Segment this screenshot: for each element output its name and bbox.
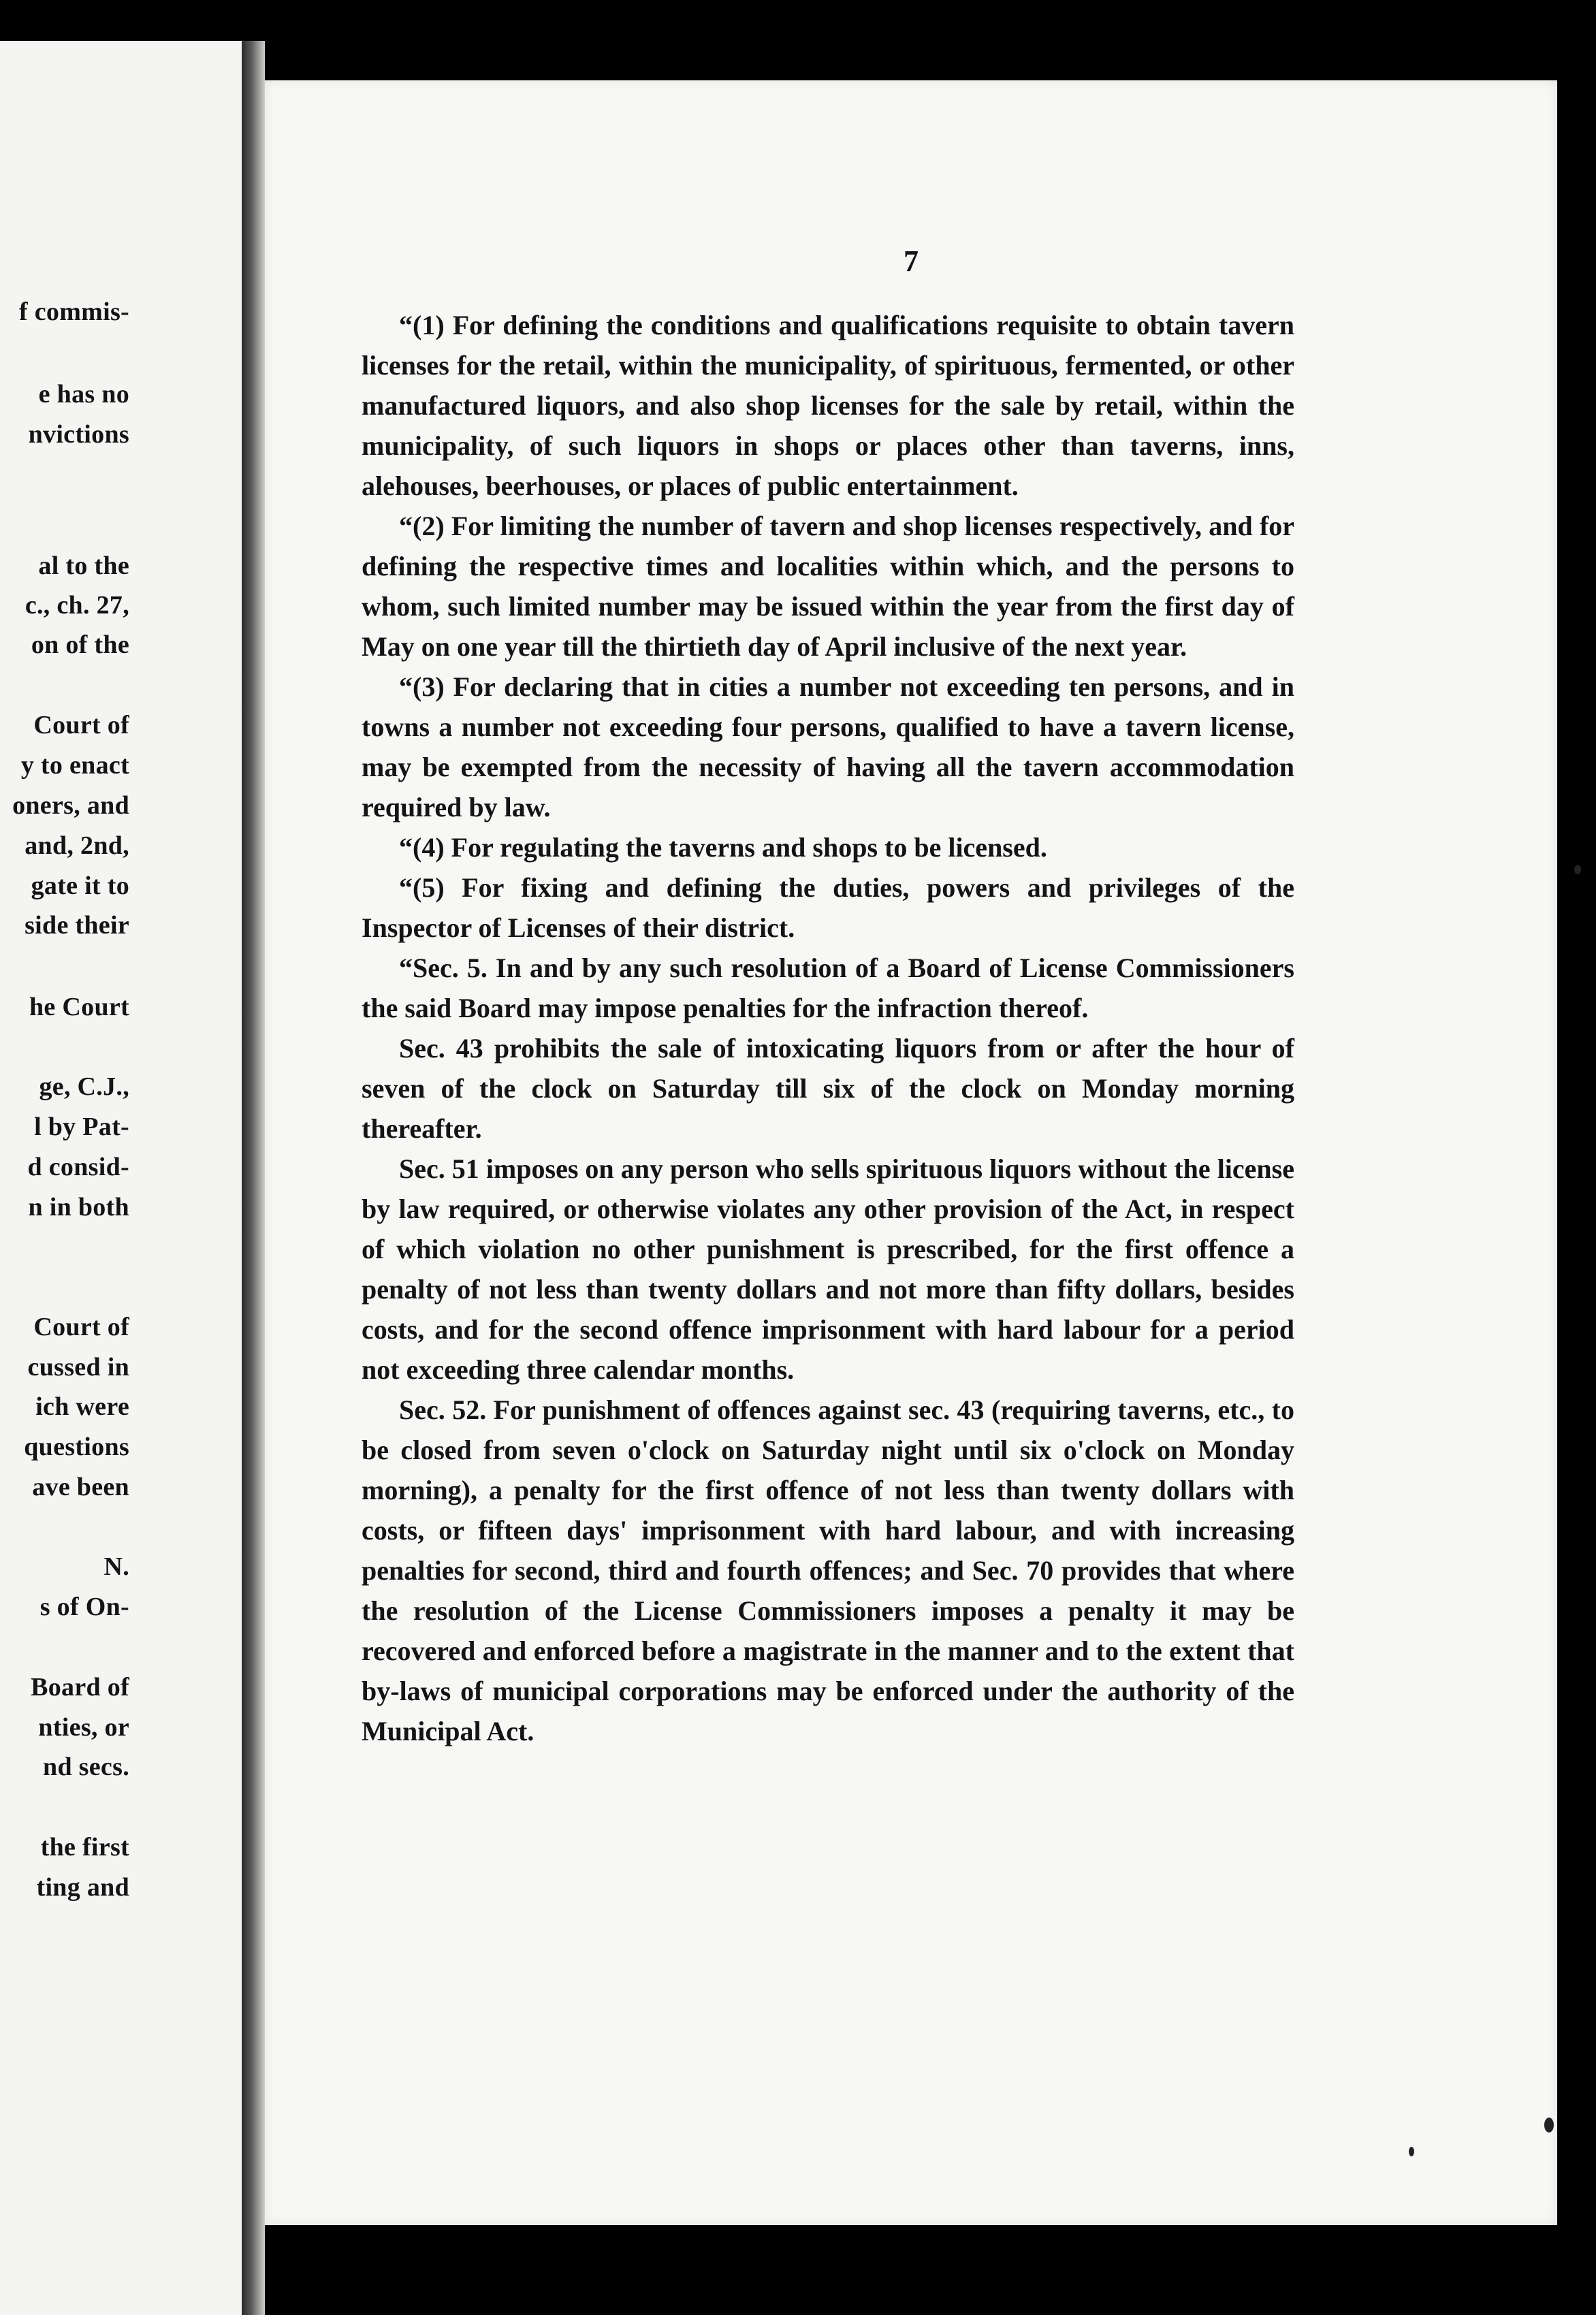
body-text [362,305,1294,1751]
body-paragraph: Sec. 52. For punishment of offences against sec. 43 (requiring taverns, etc., to be closed from seven o'clock on Saturday night until six o'clock on Monday morning), a penalty for the first offence of not less than twenty dollars with costs, or fifteen days' imprisonment with hard labour, and with increasing penalties for second, third and fourth offences; and Sec. 70 provides that where the resolution of the License Commissioners imposes a penalty it may be recovered and enforced before a magistrate in the manner and to the extent that by-laws of municipal corporations may be enforced under the authority of the Municipal Act. [362,1394,1294,1746]
left-page-line: ting and [36,1873,129,1902]
scan-speck [1574,865,1581,874]
body-paragraph: “(4) For regulating the taverns and shops to be licensed. [399,832,1047,863]
left-page-line: Court of [33,1313,129,1341]
body-paragraph: “(2) For limiting the number of tavern and shop licenses respectively, and for defining the respective times and localities within which, and the persons to whom, such limited number may be issued within the year from the first day of May on one year till the thirtieth day of April inclusive of the next year. [362,511,1294,662]
left-page-line: N. [103,1552,129,1581]
left-page-line: n in both [28,1193,129,1222]
left-page-line: nties, or [38,1713,129,1742]
left-page-line: f commis- [18,298,129,326]
body-paragraph: Sec. 51 imposes on any person who sells spirituous liquors without the license by law required, or otherwise violates any other provision of the Act, in respect of which violation no other punishment is prescribed, for the first offence a penalty of not less than twenty dollars and not more than fifty dollars, besides costs, and for the second offence imprisonment with hard labour for a period not exceeding three calendar months. [362,1153,1294,1385]
body-paragraph: “(1) For defining the conditions and qualifications requisite to obtain tavern licenses for the retail, within the municipality, of spirituous, fermented, or other manufactured liquors, and also shop licenses for the sale by retail, within the municipality, of such liquors in shops or places other than taverns, inns, alehouses, beerhouses, or places of public entertainment. [362,310,1294,501]
left-page-line: l by Pat- [34,1113,129,1141]
body-paragraph: “Sec. 5. In and by any such resolution of a Board of License Commissioners the said Board may impose penalties for the infraction thereof. [362,953,1294,1023]
left-page-line: ich were [35,1392,129,1421]
left-page-line: Court of [33,711,129,739]
left-page-line: d consid- [27,1153,129,1181]
left-page-line: c., ch. 27, [25,591,129,620]
left-page-line: gate it to [31,872,129,900]
left-page-line: y to enact [20,751,129,780]
right-page [265,80,1557,2225]
left-page-line: and, 2nd, [25,831,129,860]
left-page-line: ave been [32,1473,129,1501]
left-page-line: the first [40,1833,129,1862]
left-page-line: oners, and [12,791,129,820]
left-page-line: side their [25,911,129,940]
left-page-line: questions [24,1433,129,1461]
left-page-line: he Court [29,993,129,1021]
left-page-line: on of the [31,630,129,659]
body-paragraph: Sec. 43 prohibits the sale of intoxicating liquors from or after the hour of seven of the clock on Saturday till six of the clock on Monday morning thereafter. [362,1033,1294,1144]
left-page-line: Board of [31,1673,129,1702]
scan-speck [1409,2147,1414,2156]
left-page-fragment [0,41,246,2315]
left-page-line: nd secs. [43,1753,129,1781]
book-gutter [242,41,265,2315]
left-page-line: al to the [38,552,129,580]
scan-speck [1544,2118,1554,2133]
left-page-line: cussed in [27,1353,129,1382]
left-page-line: ge, C.J., [39,1072,129,1101]
left-page-line: nvictions [28,420,129,449]
left-page-line: e has no [38,380,129,409]
body-paragraph: “(3) For declaring that in cities a number not exceeding ten persons, and in towns a number not exceeding four persons, qualified to have a tavern license, may be exempted from the necessity of having all the tavern accommodation required by law. [362,671,1294,823]
page-number: 7 [904,244,919,278]
left-page-line: s of On- [39,1593,129,1621]
body-paragraph: “(5) For fixing and defining the duties, powers and privileges of the Inspector of Licenses of their district. [362,872,1294,943]
